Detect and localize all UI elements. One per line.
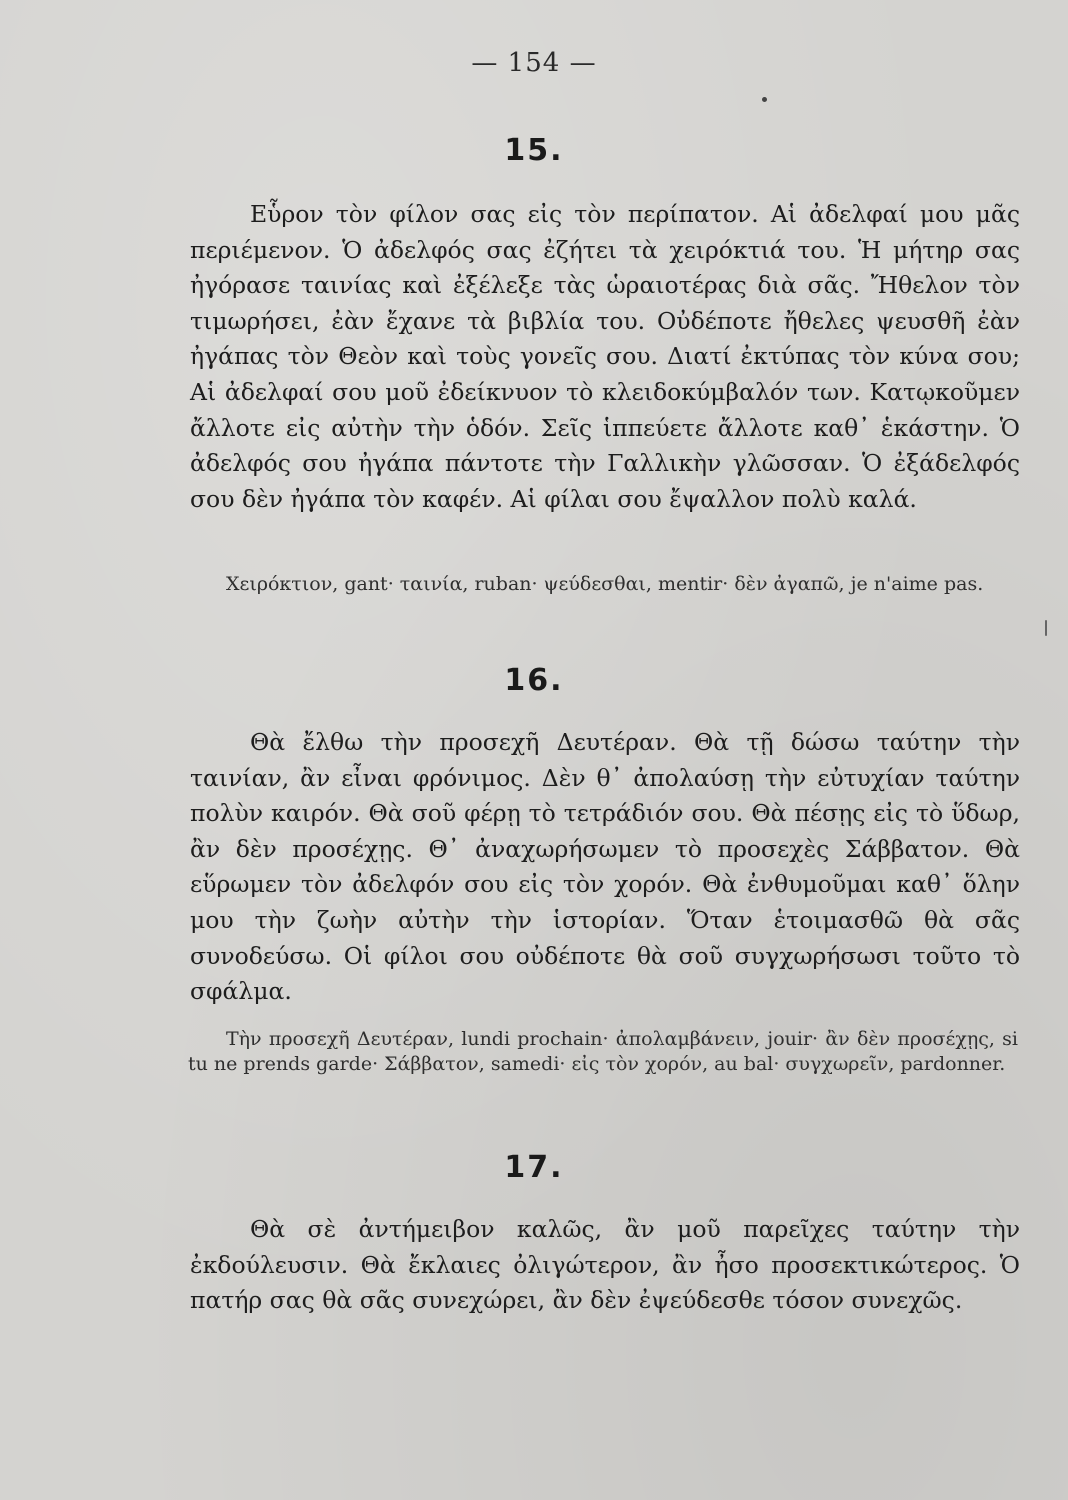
vocabulary-note-15 [188,572,1018,597]
page-number: — 154 — [471,48,597,78]
vocabulary-note-16-body: Τὴν προσεχῆ Δευτέραν, lundi prochain· ἀπολαμβάνειν, jouir· ἂν δὲν προσέχῃς, si tu ne prends garde· Σάββατον, samedi· εἰς τὸν χορόν, au bal· συγχωρεῖν, pardonner. [188,1028,1018,1075]
print-speck [1045,620,1047,636]
vocabulary-note-15-body: Χειρόκτιον, gant· ταινία, ruban· ψεύδεσθαι, mentir· δὲν ἀγαπῶ, je n'aime pas. [226,573,984,595]
exercise-text-16 [190,725,1020,1010]
exercise-text-17-body: Θὰ σὲ ἀντήμειβον καλῶς, ἂν μοῦ παρεῖχες ταύτην τὴν ἐκδούλευσιν. Θὰ ἔκλαιες ὀλιγώτερον, ἂν ἦσο προσεκτικώτερος. Ὁ πατήρ σας θὰ σᾶς συνεχώρει, ἂν δὲν ἐψεύδεσθε τόσον συνεχῶς. [190,1215,1020,1315]
exercise-text-15-body: Εὗρον τὸν φίλον σας εἰς τὸν περίπατον. Αἱ ἀδελφαί μου μᾶς περιέμενον. Ὁ ἀδελφός σας ἐζήτει τὰ χειρόκτιά του. Ἡ μήτηρ σας ἠγόρασε ταινίας καὶ ἐξέλεξε τὰς ὡραιοτέρας διὰ σᾶς. Ἤθελον τὸν τιμωρήσει, ἐὰν ἔχανε τὰ βιβλία του. Οὐδέποτε ἤθελες ψευσθῆ ἐὰν ἠγάπας τὸν Θεὸν καὶ τοὺς γονεῖς σου. Διατί ἐκτύπας τὸν κύνα σου; Αἱ ἀδελφαί σου μοῦ ἐδείκνυον τὸ κλειδοκύμβαλόν των. Κατῳκοῦμεν ἄλλοτε εἰς αὐτὴν τὴν ὁδόν. Σεῖς ἱππεύετε ἄλλοτε καθ᾽ ἑκάστην. Ὁ ἀδελφός σου ἠγάπα πάντοτε τὴν Γαλλικὴν γλῶσσαν. Ὁ ἐξάδελφός σου δὲν ἠγάπα τὸν καφέν. Αἱ φίλαι σου ἔψαλλον πολὺ καλά. [190,200,1020,513]
exercise-text-16-body: Θὰ ἔλθω τὴν προσεχῆ Δευτέραν. Θὰ τῇ δώσω ταύτην τὴν ταινίαν, ἂν εἶναι φρόνιμος. Δὲν θ᾽ ἀπολαύσῃ τὴν εὐτυχίαν ταύτην πολὺν καιρόν. Θὰ σοῦ φέρῃ τὸ τετράδιόν σου. Θὰ πέσῃς εἰς τὸ ὕδωρ, ἂν δὲν προσέχῃς. Θ᾽ ἀναχωρήσωμεν τὸ προσεχὲς Σάββατον. Θὰ εὕρωμεν τὸν ἀδελφόν σου εἰς τὸν χορόν. Θὰ ἐνθυμοῦμαι καθ᾽ ὅλην μου τὴν ζωὴν αὐτὴν τὴν ἱστορίαν. Ὅταν ἑτοιμασθῶ θὰ σᾶς συνοδεύσω. Οἱ φίλοι σου οὐδέποτε θὰ σοῦ συγχωρήσωσι τοῦτο τὸ σφάλμα. [190,728,1020,1006]
exercise-text-15 [190,197,1020,517]
section-number-16: 16. [504,663,564,698]
section-number-17: 17. [504,1150,564,1185]
vocabulary-note-16 [188,1027,1018,1076]
section-number-15: 15. [504,133,564,168]
exercise-text-17 [190,1212,1020,1319]
print-speck [762,97,767,102]
